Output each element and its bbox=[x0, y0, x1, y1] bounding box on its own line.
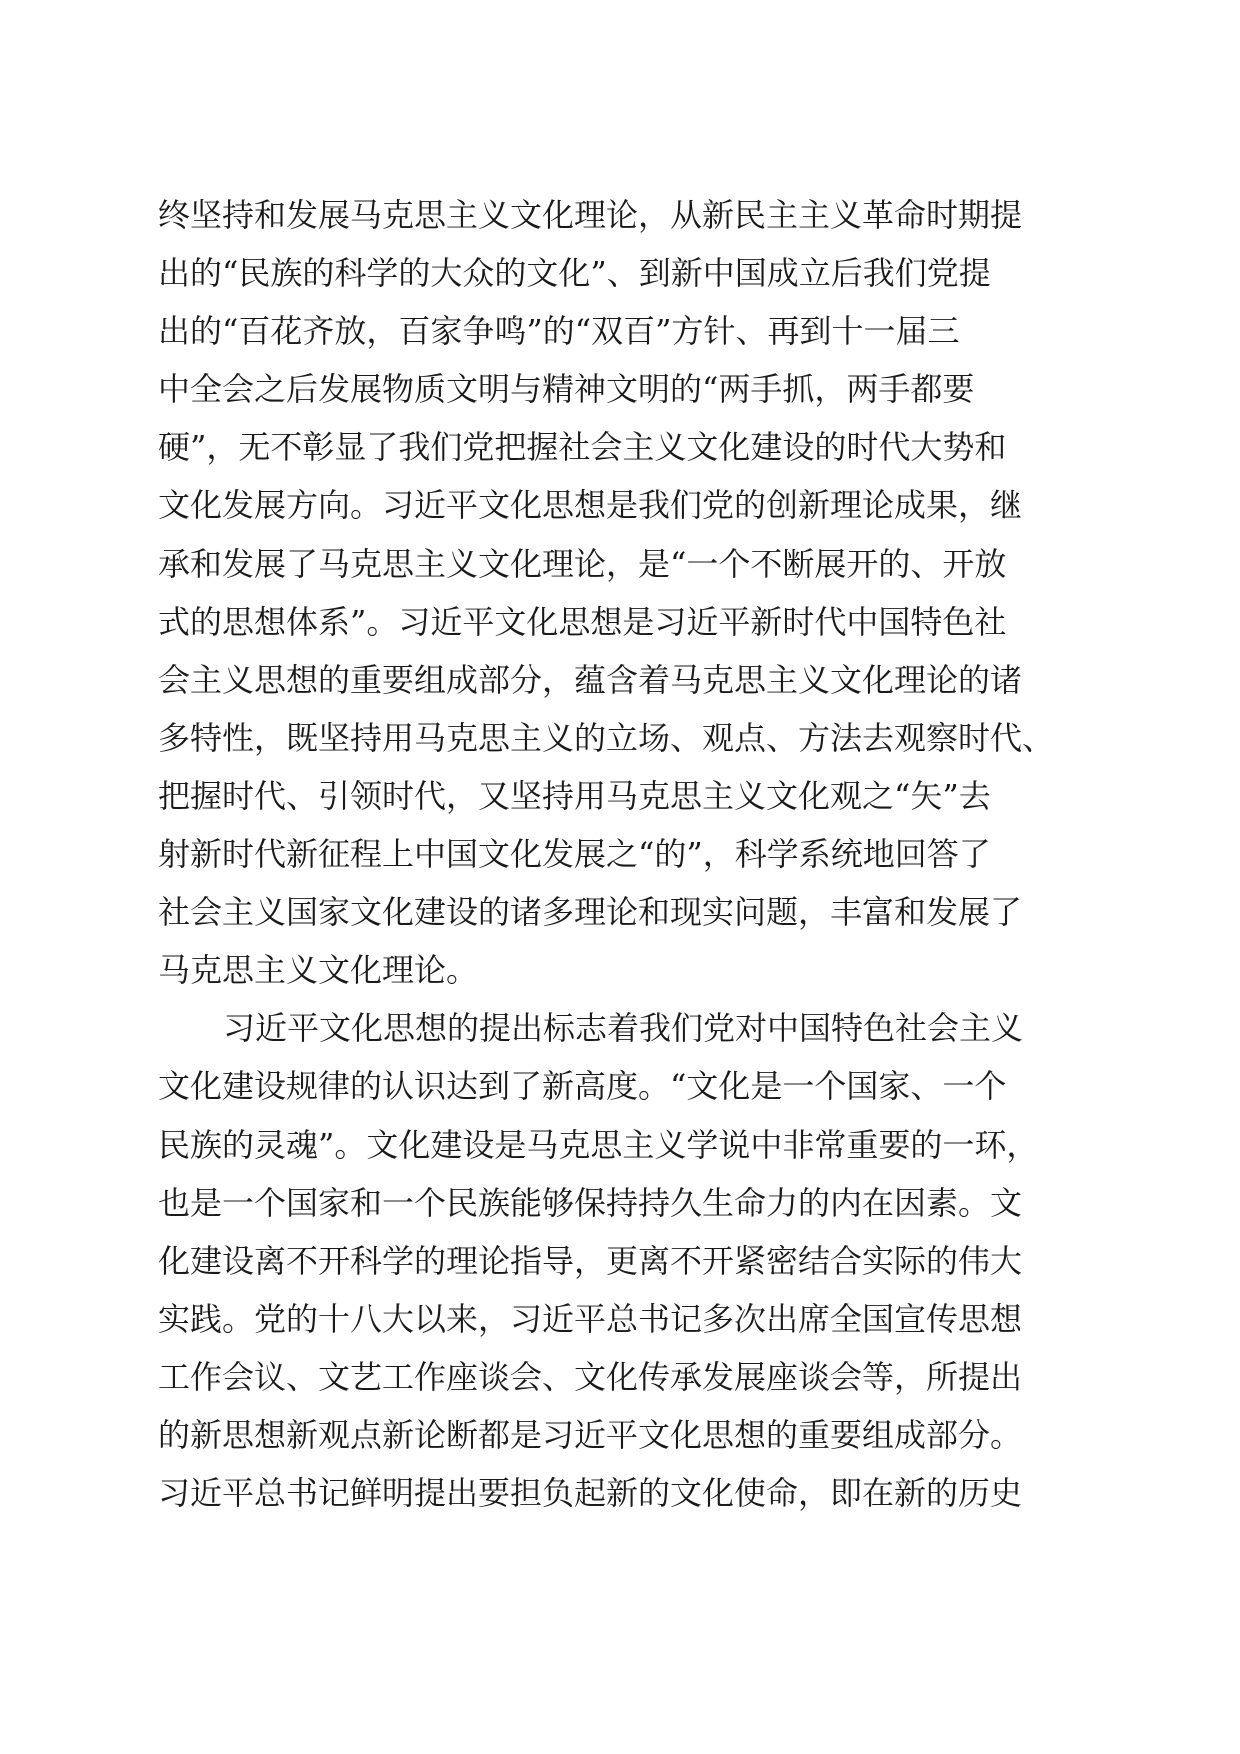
text-line: 的新思想新观点新论断都是习近平文化思想的重要组成部分。 bbox=[158, 1415, 1023, 1454]
text-line: 中全会之后发展物质文明与精神文明的“两手抓，两手都要 bbox=[158, 370, 975, 409]
text-line: 射新时代新征程上中国文化发展之“的”，科学系统地回答了 bbox=[158, 835, 991, 874]
paragraph-2 bbox=[158, 999, 1098, 1522]
paragraph-1 bbox=[158, 186, 1098, 999]
text-line: 文化发展方向。习近平文化思想是我们党的创新理论成果，继 bbox=[158, 486, 1023, 525]
text-line: 文化建设规律的认识达到了新高度。“文化是一个国家、一个 bbox=[158, 1067, 1007, 1106]
text-line: 民族的灵魂”。文化建设是马克思主义学说中非常重要的一环， bbox=[158, 1125, 1039, 1164]
text-line: 也是一个国家和一个民族能够保持持久生命力的内在因素。文 bbox=[158, 1183, 1023, 1222]
text-line-first: 习近平文化思想的提出标志着我们党对中国特色社会主义 bbox=[223, 1009, 1024, 1048]
text-line: 终坚持和发展马克思主义文化理论，从新民主主义革命时期提 bbox=[158, 196, 1023, 234]
text-line: 马克思主义文化理论。 bbox=[158, 951, 479, 990]
text-line: 社会主义国家文化建设的诸多理论和现实问题，丰富和发展了 bbox=[158, 893, 1023, 932]
body-text bbox=[158, 186, 1098, 1522]
text-line: 习近平总书记鲜明提出要担负起新的文化使命，即在新的历史 bbox=[158, 1474, 1023, 1513]
text-line: 出的“百花齐放，百家争鸣”的“双百”方针、再到十一届三 bbox=[158, 312, 960, 351]
text-line: 工作会议、文艺工作座谈会、文化传承发展座谈会等，所提出 bbox=[158, 1357, 1023, 1396]
text-line: 把握时代、引领时代，又坚持用马克思主义文化观之“矢”去 bbox=[158, 776, 991, 815]
text-line: 出的“民族的科学的大众的文化”、到新中国成立后我们党提 bbox=[158, 254, 991, 293]
text-line: 承和发展了马克思主义文化理论，是“一个不断展开的、开放 bbox=[158, 544, 1007, 583]
text-line: 式的思想体系”。习近平文化思想是习近平新时代中国特色社 bbox=[158, 602, 1007, 641]
text-line: 化建设离不开科学的理论指导，更离不开紧密结合实际的伟大 bbox=[158, 1241, 1023, 1280]
text-line: 会主义思想的重要组成部分，蕴含着马克思主义文化理论的诸 bbox=[158, 660, 1023, 699]
text-line: 实践。党的十八大以来，习近平总书记多次出席全国宣传思想 bbox=[158, 1299, 1023, 1338]
text-line: 硬”，无不彰显了我们党把握社会主义文化建设的时代大势和 bbox=[158, 428, 1007, 467]
text-line: 多特性，既坚持用马克思主义的立场、观点、方法去观察时代、 bbox=[158, 718, 1055, 757]
